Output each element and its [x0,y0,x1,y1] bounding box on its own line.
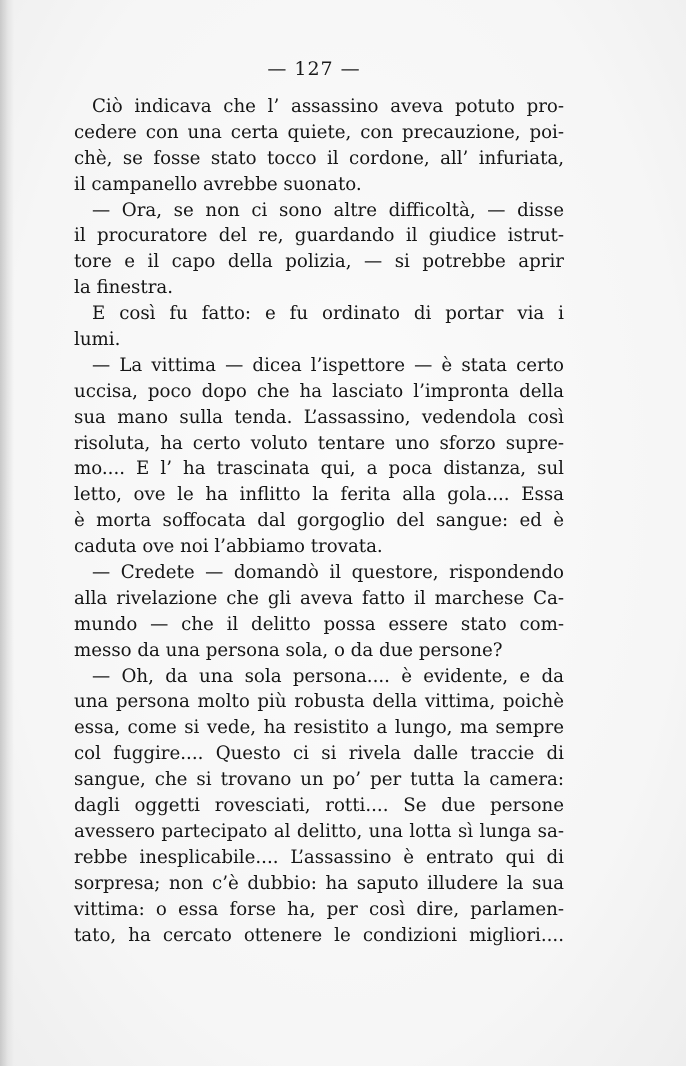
text-line: essa, come si vede, ha resistito a lungo, ma sempre [74,717,564,739]
text-line: è morta soffocata dal gorgoglio del sangue: ed è [74,510,564,532]
text-line: il procuratore del re, guardando il giudice istrut- [74,225,564,247]
body-text [74,94,564,948]
text-line: col fuggire.... Questo ci si rivela dalle traccie di [74,743,564,765]
text-line: Ciò indicava che l’ assassino aveva potuto pro- [92,96,564,117]
text-line: tore e il capo della polizia, — si potrebbe aprir [74,251,564,273]
text-line: rebbe inesplicabile.... L’assassino è entrato qui di [74,846,564,868]
page-spine-shadow [0,0,14,1066]
text-line: — Oh, da una sola persona.... è evidente, e da [92,665,564,687]
text-line: lumi. [74,329,121,351]
text-line: mundo — che il delitto possa essere stato com- [74,613,564,635]
text-line: — Credete — domandò il questore, rispondendo [92,562,564,584]
text-line: sua mano sulla tenda. L’assassino, vedendola così [74,406,564,428]
page-number-header: — 127 — [267,58,361,80]
text-line: messo da una persona sola, o da due persone? [74,639,503,661]
text-line: risoluta, ha certo voluto tentare uno sforzo supre- [74,432,564,454]
text-line: tato, ha cercato ottenere le condizioni migliori.... [74,924,564,946]
text-line: caduta ove noi l’abbiamo trovata. [74,536,383,558]
text-line: la finestra. [74,277,174,299]
text-line: uccisa, poco dopo che ha lasciato l’impronta della [74,380,564,402]
text-line: dagli oggetti rovesciati, rotti.... Se due persone [74,795,564,817]
text-line: sangue, che si trovano un po’ per tutta la camera: [74,769,564,791]
text-line: avessero partecipato al delitto, una lotta sì lunga sa- [74,820,564,842]
text-line: letto, ove le ha inflitto la ferita alla gola.... Essa [74,484,564,506]
text-line: vittima: o essa forse ha, per così dire, parlamen- [74,898,564,920]
text-line: il campanello avrebbe suonato. [74,173,362,195]
text-line: sorpresa; non c’è dubbio: ha saputo illudere la sua [74,872,564,894]
text-line: mo.... E l’ ha trascinata qui, a poca distanza, sul [74,458,564,480]
text-line: E così fu fatto: e fu ordinato di portar via i [92,303,564,325]
text-line: chè, se fosse stato tocco il cordone, all’ infuriata, [74,147,564,169]
text-line: — Ora, se non ci sono altre difficoltà, — disse [92,199,564,221]
text-line: cedere con una certa quiete, con precauzione, poi- [74,121,564,143]
text-line: una persona molto più robusta della vittima, poichè [74,691,564,713]
text-line: — La vittima — dicea l’ispettore — è stata certo [92,354,564,376]
text-line: alla rivelazione che gli aveva fatto il marchese Ca- [74,587,564,609]
